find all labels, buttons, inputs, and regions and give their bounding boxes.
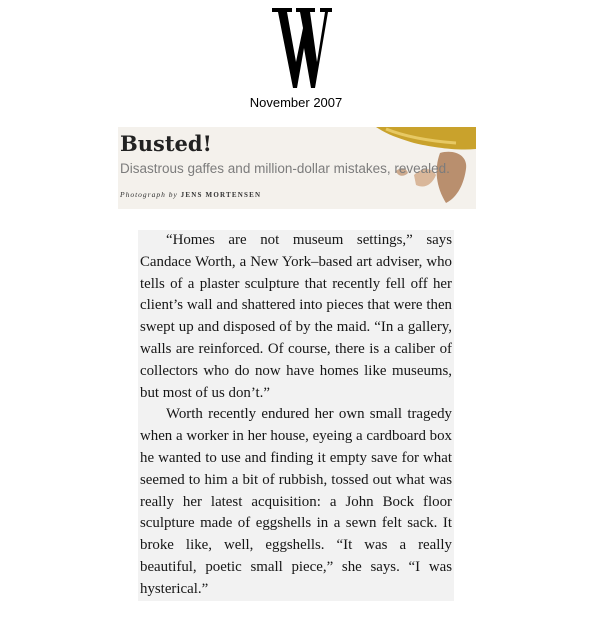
article-header-banner: [118, 127, 476, 209]
photo-credit-prefix: Photograph by: [120, 190, 178, 199]
issue-date: November 2007: [249, 95, 343, 110]
article-paragraph: “Homes are not museum settings,” says Candace Worth, a New York–based art adviser, who tells of a plaster sculpture that recently fell off her client’s wall and shattered into pieces that were then swept up and disposed of by the maid. “In a gallery, walls are reinforced. Of course, there is a caliber of collectors who do now have homes like museums, but most of us don’t.”: [140, 232, 452, 401]
subheadline: Disastrous gaffes and million-dollar mistakes, revealed.: [120, 161, 450, 176]
w-magazine-logo: [270, 4, 332, 88]
photo-credit: [120, 190, 261, 199]
article-body: [138, 230, 454, 601]
headline: Busted!: [120, 131, 212, 156]
article-paragraph: Worth recently endured her own small tragedy when a worker in her house, eyeing a cardboard box he wanted to use and finding it empty save for what seemed to him a bit of rubbish, tossed out what was really her latest acquisition: a John Bock floor sculpture made of eggshells in a sewn felt sack. It broke like, well, eggshells. “It was a really beautiful, poetic small piece,” she says. “I was hysterical.”: [140, 406, 452, 597]
photographer-name: JENS MORTENSEN: [180, 191, 262, 199]
